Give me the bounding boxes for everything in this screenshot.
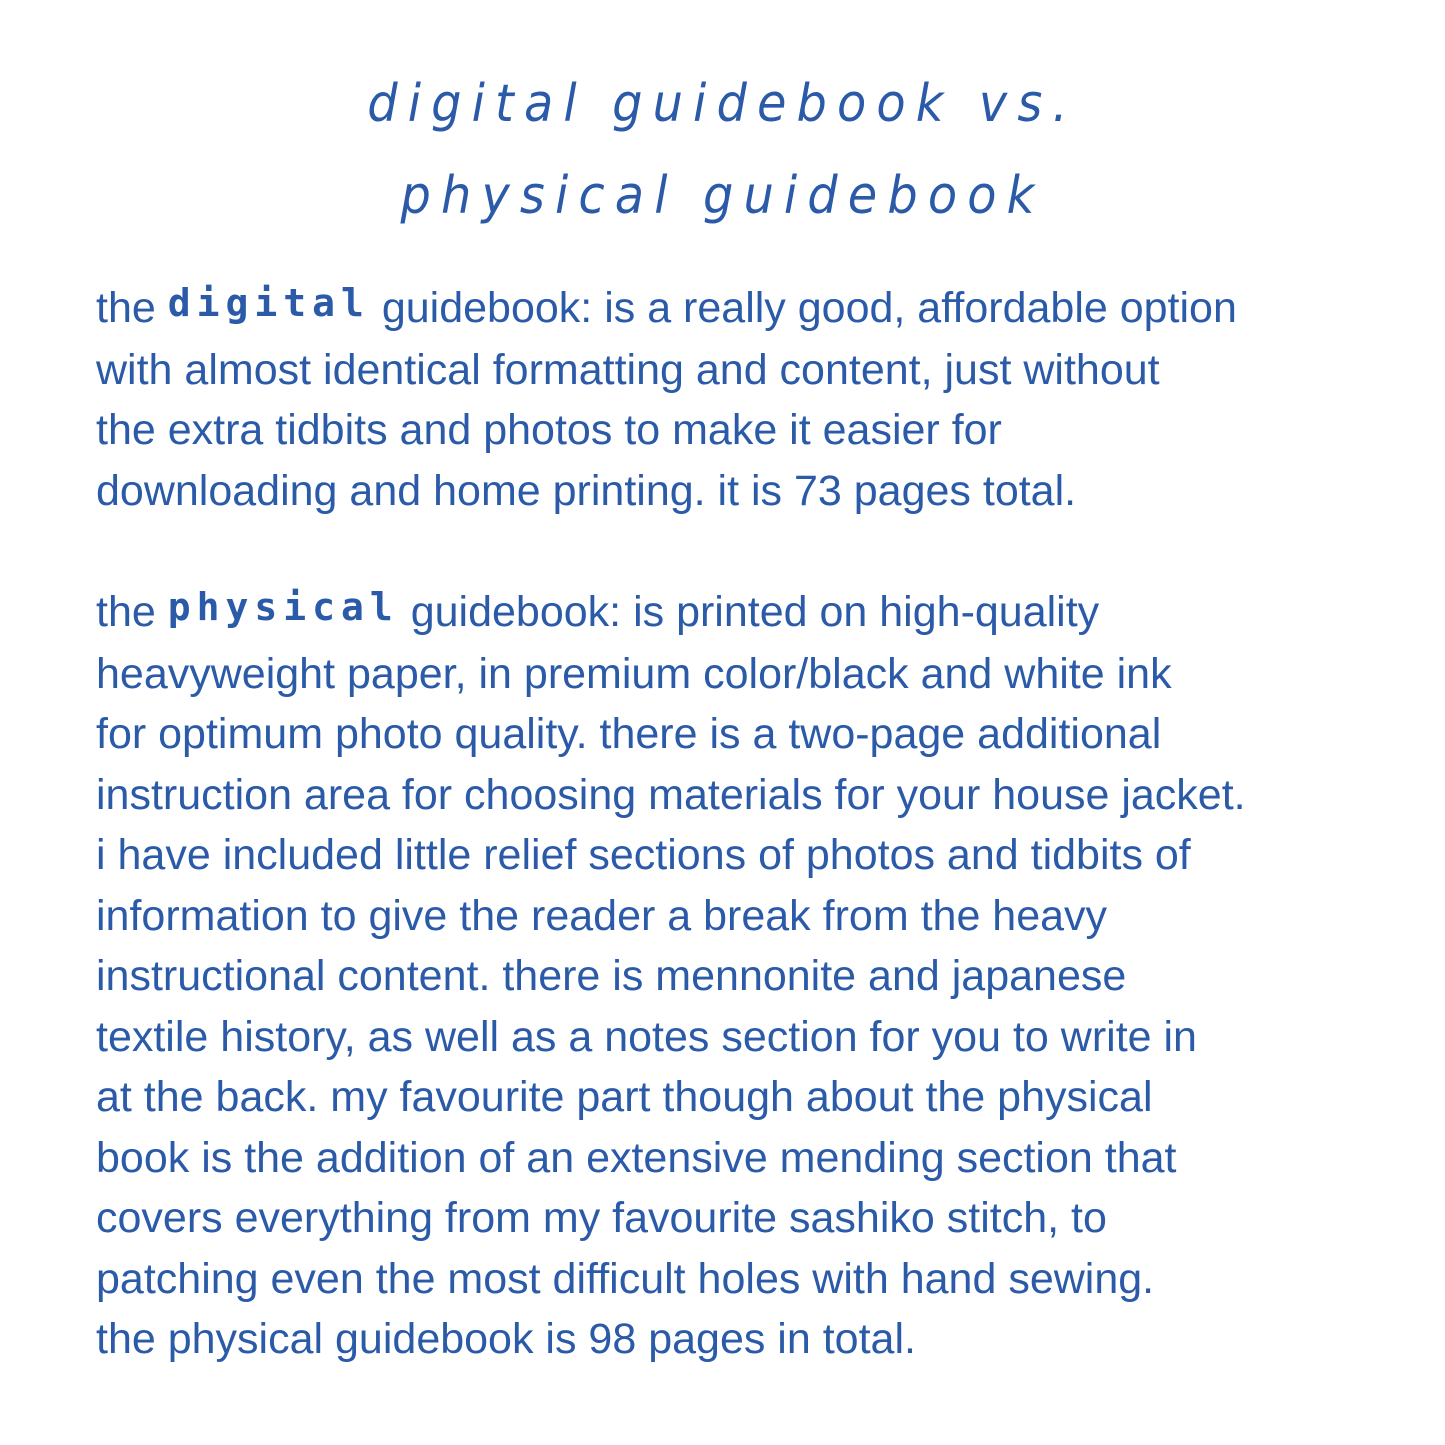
paragraph-line: instruction area for choosing materials for your house jacket. [96,770,1246,819]
paragraph-line-text: guidebook: is printed on high-quality [410,588,1100,636]
paragraph-line-text: guidebook: is a really good, affordable option [381,284,1237,332]
paragraph-prefix: the [96,284,156,332]
digital-guidebook-paragraph [96,278,1386,521]
physical-guidebook-paragraph [96,582,1386,1370]
paragraph-line: with almost identical formatting and content, just without [96,345,1160,394]
paragraph-line: book is the addition of an extensive mending section that [96,1133,1177,1182]
paragraph-line: covers everything from my favourite sashiko stitch, to [96,1194,1107,1242]
paragraph-line: patching even the most difficult holes with hand sewing. [96,1254,1155,1303]
paragraph-line: heavyweight paper, in premium color/black and white ink [96,649,1172,698]
paragraph-line: at the back. my favourite part though about the physical [96,1073,1153,1121]
title-line-1: digital guidebook vs. [367,74,1078,134]
paragraph-line: the physical guidebook is 98 pages in total. [96,1315,916,1363]
keyword-digital: digital [167,281,370,325]
keyword-physical: physical [167,585,399,629]
title-line-2: physical guidebook [400,166,1045,226]
paragraph-prefix: the [96,588,156,636]
page-title [58,58,1387,242]
paragraph-line [96,278,1386,340]
paragraph-line: instructional content. there is mennonite and japanese [96,952,1127,1000]
paragraph-line: information to give the reader a break from the heavy [96,891,1108,940]
paragraph-line: downloading and home printing. it is 73 pages total. [96,466,1077,515]
paragraph-line: textile history, as well as a notes section for you to write in [96,1012,1197,1061]
paragraph-line: for optimum photo quality. there is a two-page additional [96,710,1162,758]
paragraph-line: the extra tidbits and photos to make it easier for [96,406,1002,454]
paragraph-line: i have included little relief sections of photos and tidbits of [96,831,1191,879]
paragraph-line [96,582,1386,644]
